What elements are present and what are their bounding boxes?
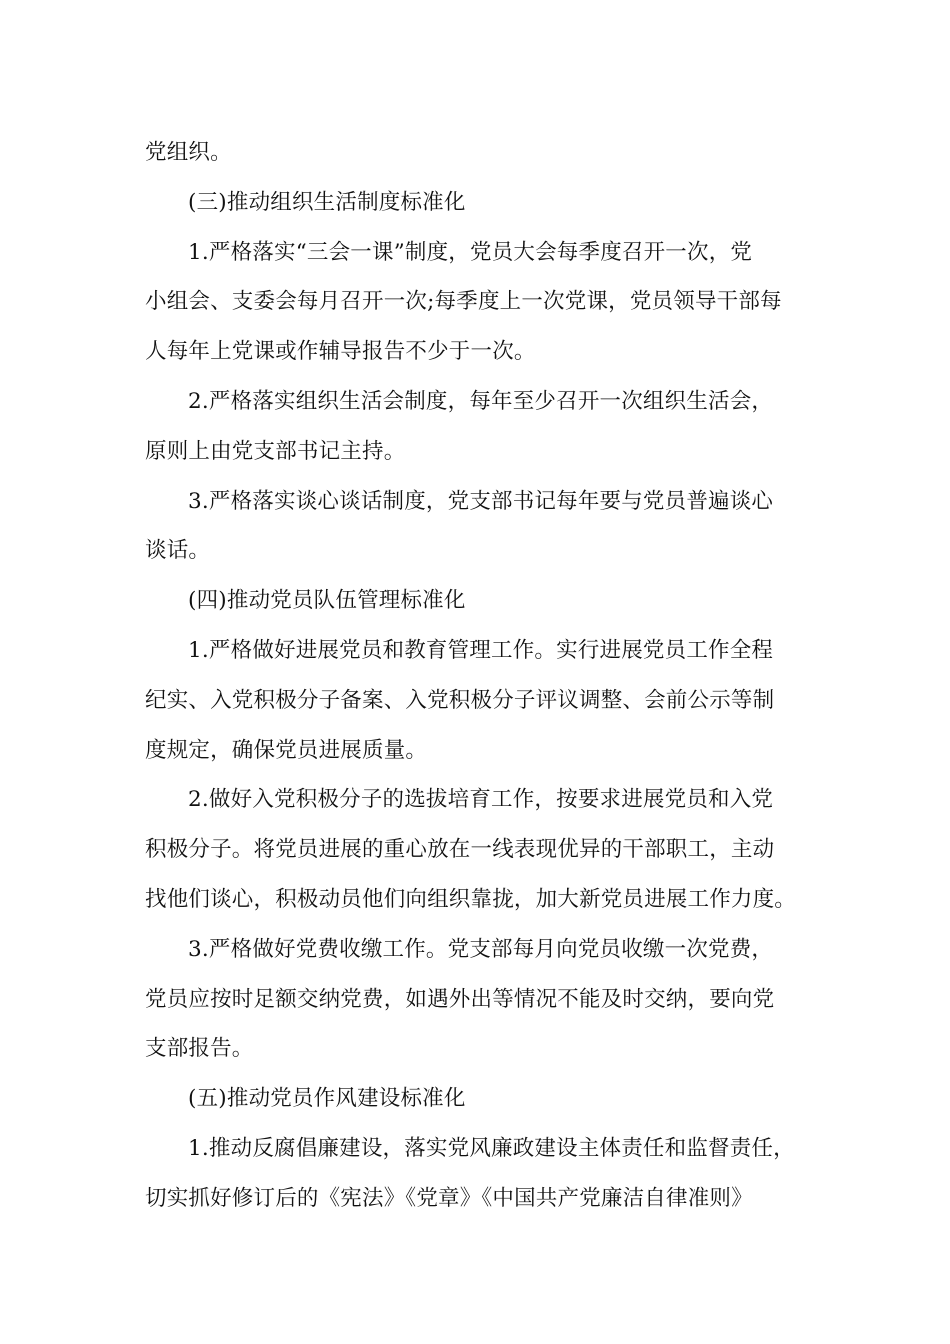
text-line: 2.严格落实组织生活会制度，每年至少召开一次组织生活会，: [188, 388, 774, 414]
text-line: 小组会、支委会每月召开一次;每季度上一次党课，党员领导干部每: [145, 289, 782, 315]
text-line: 纪实、入党积极分子备案、入党积极分子评议调整、会前公示等制: [145, 687, 775, 713]
text-line: 1.严格做好进展党员和教育管理工作。实行进展党员工作全程: [188, 637, 774, 663]
section-heading: (四)推动党员队伍管理标准化: [188, 588, 466, 614]
text-line: 党组织。: [145, 140, 232, 165]
text-line: 3.严格落实谈心谈话制度，党支部书记每年要与党员普遍谈心: [188, 488, 774, 514]
text-line: 3.严格做好党费收缴工作。党支部每月向党员收缴一次党费，: [188, 936, 774, 962]
text-line: 1.推动反腐倡廉建设，落实党风廉政建设主体责任和监督责任，: [188, 1135, 795, 1161]
section-heading: (三)推动组织生活制度标准化: [188, 189, 466, 215]
text-line: 度规定，确保党员进展质量。: [145, 737, 428, 763]
text-line: 找他们谈心，积极动员他们向组织靠拢，加大新党员进展工作力度。: [145, 886, 797, 912]
text-line: 积极分子。将党员进展的重心放在一线表现优异的干部职工，主动: [145, 837, 775, 863]
text-line: 党员应按时足额交纳党费，如遇外出等情况不能及时交纳，要向党: [145, 986, 775, 1012]
document-body: [145, 128, 825, 1224]
text-line: 2.做好入党积极分子的选拔培育工作，按要求进展党员和入党: [188, 787, 774, 813]
text-line: 1.严格落实“三会一课”制度，党员大会每季度召开一次，党: [188, 239, 753, 265]
section-heading: (五)推动党员作风建设标准化: [188, 1086, 466, 1112]
text-line: 谈话。: [145, 538, 211, 564]
text-line: 原则上由党支部书记主持。: [145, 438, 406, 464]
text-line: 人每年上党课或作辅导报告不少于一次。: [145, 339, 536, 365]
text-line: 支部报告。: [145, 1036, 254, 1062]
text-line: 切实抓好修订后的《宪法》《党章》《中国共产党廉洁自律准则》: [145, 1185, 753, 1211]
